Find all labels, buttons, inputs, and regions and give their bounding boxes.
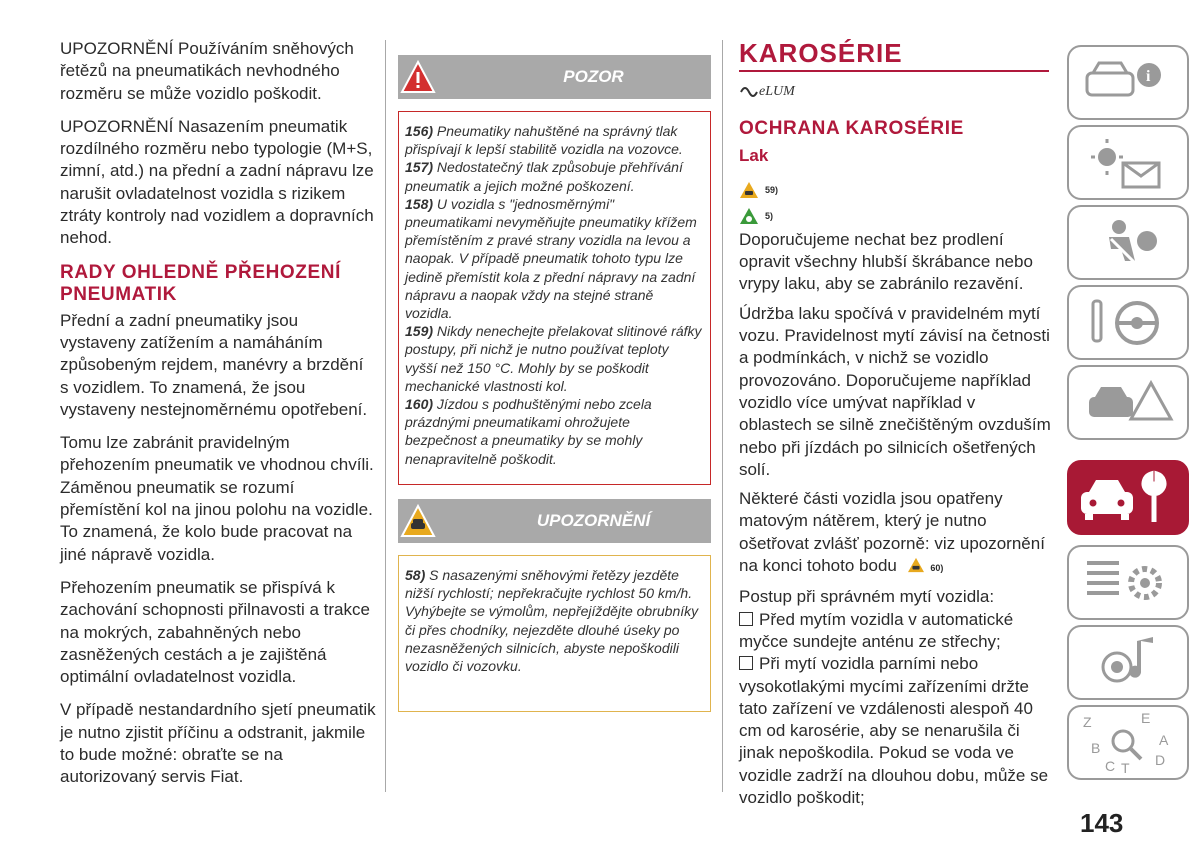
caution-reference: 59) — [739, 177, 1051, 203]
section-heading: OCHRANA KAROSÉRIE — [739, 118, 964, 140]
alphabet-index-icon — [1069, 707, 1187, 778]
airbag-seat-icon — [1069, 207, 1187, 278]
caution-triangle-icon — [739, 181, 759, 199]
sun-envelope-icon — [1069, 127, 1187, 198]
upozorneni-box — [398, 555, 711, 712]
tab-maintenance-active[interactable] — [1067, 460, 1189, 535]
svg-text:D: D — [1155, 752, 1166, 768]
body-paragraph: Přední a zadní pneumatiky jsou vystaveny zatížením a namáháním způsobeným rejdem, manévry a brzdění s vozidlem. To znamená, že jsou vystaveny nestejnoměrnému opotřebení. — [60, 310, 368, 419]
svg-text:T: T — [1121, 760, 1130, 776]
pozor-header — [398, 55, 711, 99]
body-paragraph: V případě nestandardního sjetí pneumatik je nutno zjistit příčinu a odstranit, jakmile to bude možné: obraťte se na autorizovaný servis Fiat. — [60, 700, 376, 787]
svg-text:A: A — [1159, 732, 1169, 748]
title-underline — [739, 70, 1049, 72]
warning-paragraph: UPOZORNĚNÍ Používáním sněhových řetězů na pneumatikách nevhodného rozměru se může vozidlo poškodit. — [60, 39, 354, 103]
tab-safety[interactable] — [1067, 205, 1189, 280]
tab-lights[interactable] — [1067, 125, 1189, 200]
svg-text:eLUM: eLUM — [759, 84, 795, 99]
body-paragraph: Doporučujeme nechat bez prodlení opravit všechny hlubší škrábance nebo vrypy laku, aby se zabránilo rezavění. — [739, 229, 1033, 294]
caution-triangle-icon — [906, 557, 926, 573]
bullet-item: Před mytím vozidla v automatické myčce sundejte anténu ze střechy; — [739, 609, 1014, 651]
column-divider — [385, 40, 386, 792]
pozor-item: 158) U vozidla s "jednosměrnými" pneumatikami nevyměňujte pneumatiky křížem přemístěním z pravé strany vozidla na levou a naopak. V případě pneumatik tohoto typu lze jedině přemístit kola z přední nápravy na zadní nápravu a naopak vždy na stejné straně vozidla. — [405, 195, 697, 322]
tab-multimedia[interactable] — [1067, 625, 1189, 700]
environment-triangle-icon — [739, 207, 759, 225]
car-wrench-icon — [1069, 462, 1187, 533]
body-paragraph: Tomu lze zabránit pravidelným přehozením pneumatik ve vhodnou chvíli. Záměnou pneumatik se rozumí přemístění kol na jinou polohu na vozidle. To znamená, že kolo bude pracovat na jiné nápravě vozidla. — [60, 433, 374, 564]
tab-dashboard-info[interactable] — [1067, 45, 1189, 120]
pozor-item: 157) Nedostatečný tlak způsobuje přehřívání pneumatik a jejich možné poškození. — [405, 159, 683, 194]
bullet-item: Při mytí vozidla parními nebo vysokotlakými mycími zařízeními držte tato zařízení ve vzdálenosti alespoň 40 cm od karosérie, aby se nenarušila či jinak nepoškodila. Pokud se voda ve vozidle zadrží na dlouhou dobu, může se vozidlo poškodit; — [739, 654, 1049, 808]
right-column — [739, 38, 1051, 809]
body-paragraph: Postup při správném mytí vozidla: — [739, 587, 995, 607]
section-subheading: RADY OHLEDNĚ PŘEHOZENÍ PNEUMATIK — [60, 261, 341, 305]
caution-car-icon — [400, 503, 436, 539]
checkbox-bullet-icon — [739, 612, 753, 626]
body-paragraph: Přehozením pneumatik se přispívá k zachování schopnosti přilnavosti a trakce na mokrých, zabahněných nebo zasněžených cestách a je zajištěná optimální ovladatelnost vozidla. — [60, 577, 370, 687]
svg-text:Z: Z — [1083, 714, 1092, 730]
pozor-item: 156) Pneumatiky nahuštěné na správný tlak přispívají k lepší stabilitě vozidla na vozovce. — [405, 123, 683, 158]
left-column — [60, 38, 376, 800]
elum-logo-icon — [739, 78, 795, 100]
warning-paragraph: UPOZORNĚNÍ Nasazením pneumatik rozdílného rozměru nebo typologie (M+S, zimní, atd.) na přední a zadní nápravu lze narušit ovladatelnost vozidla s rizikem ztráty kontroly nad vozidlem a dopravních nehod. — [60, 116, 374, 248]
column-divider — [722, 40, 723, 792]
tab-emergency[interactable] — [1067, 365, 1189, 440]
multimedia-music-icon — [1069, 627, 1187, 698]
middle-column — [398, 55, 711, 712]
subsection-heading: Lak — [739, 145, 769, 165]
tab-index[interactable] — [1067, 705, 1189, 780]
upozorneni-item: 58) S nasazenými sněhovými řetězy jezděte nižší rychlostí; nepřekračujte rychlost 50 km/h. Vyhýbejte se výmolům, nepřejíždějte obrubníky či přes chodníky, nejezděte dlouhé úseky po nezasněžených silnicích, abyste nepoškodili vozidlo či vozovku. — [405, 567, 699, 675]
svg-text:i: i — [1146, 68, 1151, 85]
document-gear-icon — [1069, 547, 1187, 618]
svg-text:E: E — [1141, 710, 1151, 726]
svg-text:B: B — [1091, 740, 1101, 756]
steering-wheel-icon — [1069, 287, 1187, 358]
body-paragraph: Údržba laku spočívá v pravidelném mytí vozu. Pravidelnost mytí závisí na četnosti a podmínkách, v nichž se vozidlo provozováno. Doporučujeme například vozidlo více umývat například v oblastech se silně znečištěným ovzduším nebo při jízdách po silnicích ošetřených solí. — [739, 303, 1051, 479]
upozorneni-header — [398, 499, 711, 543]
tab-starting-driving[interactable] — [1067, 285, 1189, 360]
upozorneni-title: UPOZORNĚNÍ — [536, 511, 651, 530]
pozor-item: 160) Jízdou s podhuštěnými nebo zcela prázdnými pneumatikami ohrožujete bezpečnost a pneumatiky by se mohly nenapravitelně poškodit. — [405, 396, 652, 467]
checkbox-bullet-icon — [739, 656, 753, 670]
page-title: KAROSÉRIE — [739, 38, 903, 68]
warning-triangle-icon — [400, 59, 436, 95]
pozor-title: POZOR — [563, 67, 624, 86]
environment-reference: 5) — [739, 203, 1051, 229]
svg-text:C: C — [1105, 758, 1116, 774]
pozor-item: 159) Nikdy nenechejte přelakovat slitinové ráfky postupy, při nichž je nutno používat teploty vyšší než 150 °C. Mohly by se poškodit mechanické vlastnosti kol. — [405, 323, 702, 394]
car-info-icon — [1069, 47, 1187, 118]
body-paragraph: Některé části vozidla jsou opatřeny matovým nátěrem, který je nutno ošetřovat zvlášť pozorně: viz upozornění na konci tohoto bodu 60) — [739, 489, 1045, 576]
tab-technical-data[interactable] — [1067, 545, 1189, 620]
page-number: 143 — [1080, 808, 1124, 838]
pozor-box — [398, 111, 711, 485]
car-warning-icon — [1069, 367, 1187, 438]
